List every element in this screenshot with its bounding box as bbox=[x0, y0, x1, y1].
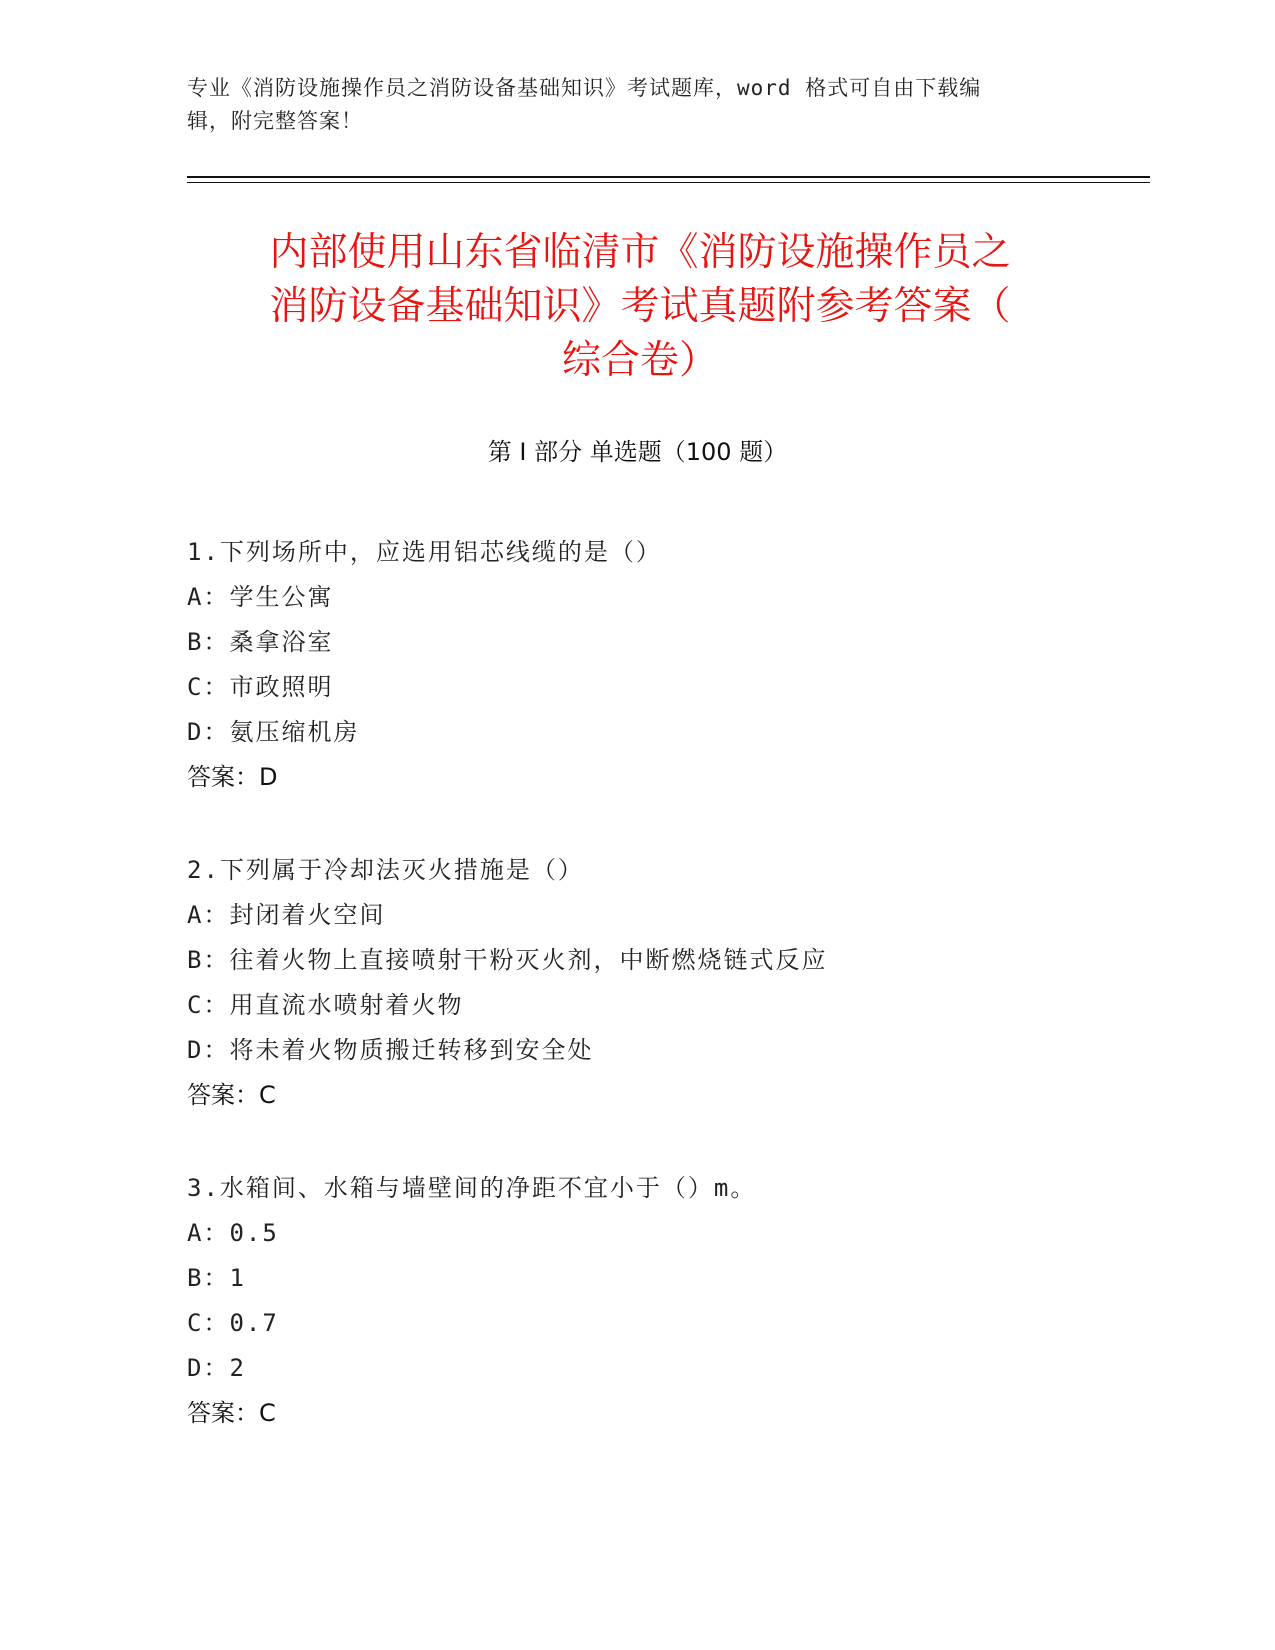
option-a: A：学生公寓 bbox=[187, 583, 334, 611]
option-d: D：2 bbox=[187, 1354, 246, 1382]
option-d: D：将未着火物质搬迁转移到安全处 bbox=[187, 1036, 594, 1064]
question-stem: 1.下列场所中，应选用铝芯线缆的是（） bbox=[187, 538, 662, 566]
section-heading: 第 I 部分 单选题（100 题） bbox=[487, 438, 788, 466]
header-divider-thick bbox=[187, 176, 1150, 178]
option-c: C：用直流水喷射着火物 bbox=[187, 991, 464, 1019]
document-title-line-2: 消防设备基础知识》考试真题附参考答案（ bbox=[269, 284, 1011, 329]
answer: 答案：D bbox=[187, 763, 278, 791]
header-note-line-1: 专业《消防设施操作员之消防设备基础知识》考试题库，word 格式可自由下载编 bbox=[187, 76, 982, 100]
header-divider-thin bbox=[187, 182, 1150, 183]
option-b: B：往着火物上直接喷射干粉灭火剂，中断燃烧链式反应 bbox=[187, 946, 828, 974]
question-stem: 3.水箱间、水箱与墙壁间的净距不宜小于（）m。 bbox=[187, 1174, 757, 1202]
option-b: B：1 bbox=[187, 1264, 246, 1292]
document-title-line-3: 综合卷） bbox=[561, 338, 718, 383]
question-1 bbox=[187, 530, 1087, 800]
option-b: B：桑拿浴室 bbox=[187, 628, 334, 656]
document-title bbox=[190, 226, 1090, 388]
document-title-line-1: 内部使用山东省临清市《消防设施操作员之 bbox=[269, 230, 1011, 275]
option-a: A：0.5 bbox=[187, 1219, 279, 1247]
option-c: C：0.7 bbox=[187, 1309, 279, 1337]
header-note-line-2: 辑，附完整答案！ bbox=[187, 109, 363, 133]
option-d: D：氨压缩机房 bbox=[187, 718, 360, 746]
answer: 答案：C bbox=[187, 1399, 276, 1427]
answer: 答案：C bbox=[187, 1081, 276, 1109]
header-note bbox=[187, 72, 1067, 138]
option-c: C：市政照明 bbox=[187, 673, 334, 701]
question-3 bbox=[187, 1166, 1087, 1436]
option-a: A：封闭着火空间 bbox=[187, 901, 386, 929]
question-stem: 2.下列属于冷却法灭火措施是（） bbox=[187, 856, 584, 884]
question-2 bbox=[187, 848, 1087, 1118]
